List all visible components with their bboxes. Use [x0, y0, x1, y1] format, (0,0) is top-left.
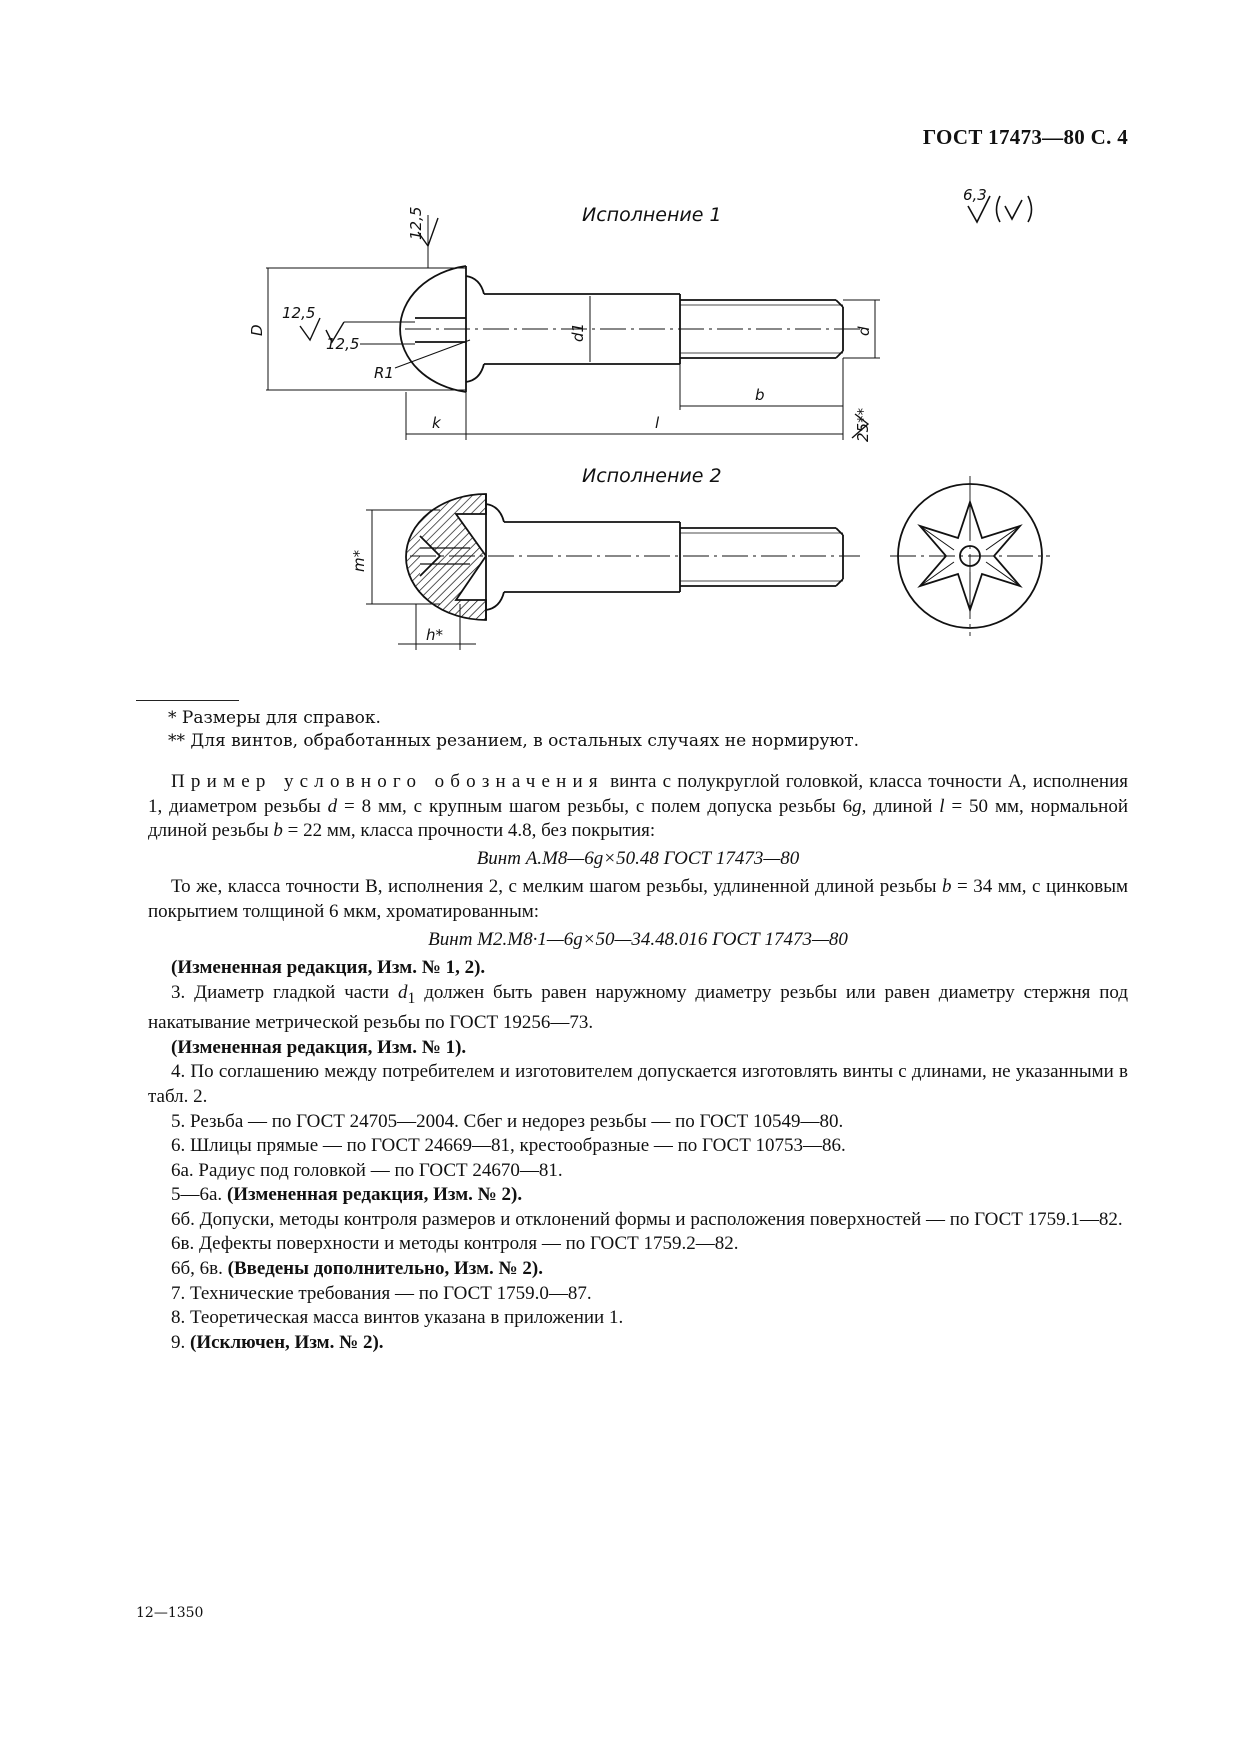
item-6b-6v-amendment: 6б, 6в. (Введены дополнительно, Изм. № 2).	[171, 1258, 543, 1280]
item-8: 8. Теоретическая масса винтов указана в приложении 1.	[171, 1307, 624, 1329]
item-7: 7. Технические требования — по ГОСТ 1759.0—87.	[171, 1282, 592, 1304]
item-6b: 6б. Допуски, методы контроля размеров и отклонений формы и расположения поверхностей — по ГОСТ 1759.1—82.	[171, 1208, 1123, 1230]
footnote-2: ** Для винтов, обработанных резанием, в остальных случаях не нормируют.	[168, 731, 860, 751]
item-amendment-1: (Измененная редакция, Изм. № 1, 2).	[171, 957, 486, 979]
caption-variant-1: Исполнение 1	[582, 204, 722, 226]
svg-text:12,5: 12,5	[282, 304, 316, 322]
page-footer-code: 12—1350	[136, 1605, 204, 1621]
svg-text:b: b	[755, 386, 765, 404]
item-5: 5. Резьба — по ГОСТ 24705—2004. Сбег и недорез резьбы — по ГОСТ 10549—80.	[171, 1110, 844, 1132]
item-amendment-2: (Измененная редакция, Изм. № 1).	[171, 1036, 467, 1058]
svg-text:l: l	[655, 414, 660, 432]
item-6a: 6а. Радиус под головкой — по ГОСТ 24670—81.	[171, 1159, 563, 1181]
technical-drawing	[0, 0, 1240, 680]
example-lead: Пример условного обозначения	[171, 771, 604, 792]
footnote-1: * Размеры для справок.	[168, 708, 381, 728]
svg-text:k: k	[432, 414, 441, 432]
item-9: 9. (Исключен, Изм. № 2).	[171, 1331, 384, 1353]
svg-text:D: D	[248, 324, 266, 336]
screw-variant-2	[406, 494, 860, 620]
designation-1: Винт А.М8—6g×50.48 ГОСТ 17473—80	[476, 847, 800, 869]
svg-text:12,5: 12,5	[407, 206, 425, 240]
svg-text:d: d	[855, 326, 873, 336]
svg-text:m*: m*	[350, 549, 368, 572]
page-header: ГОСТ 17473—80 С. 4	[922, 125, 1128, 149]
item-3: 3. Диаметр гладкой части $d_1$ должен быть равен наружному диаметру резьбы или равен диаметру стержня под накатывание метрической резьбы по ГОСТ 19256—73.	[148, 981, 1129, 1034]
designation-2: Винт М2.М8·1—6g×50—34.48.016 ГОСТ 17473—80	[428, 928, 848, 950]
svg-text:R1: R1	[374, 364, 394, 382]
screw-variant-1	[400, 266, 860, 392]
item-6: 6. Шлицы прямые — по ГОСТ 24669—81, крестообразные — по ГОСТ 10753—86.	[171, 1135, 846, 1157]
svg-text:h*: h*	[426, 626, 444, 644]
end-view-cross-recess	[890, 476, 1050, 636]
svg-text:12,5: 12,5	[326, 335, 360, 353]
svg-text:25**: 25**	[854, 407, 872, 442]
caption-variant-2: Исполнение 2	[582, 465, 722, 487]
example-variant-paragraph: То же, класса точности В, исполнения 2, с мелким шагом резьбы, удлиненной длиной резьбы b = 34 мм, с цинковым покрытием толщиной 6 мкм, хроматированным:	[148, 876, 1128, 922]
example-paragraph: Пример условного обозначения винта с полукруглой головкой, класса точности А, исполнения 1, диаметром резьбы d = 8 мм, с крупным шагом резьбы, с полем допуска резьбы 6g, длиной l = 50 мм, нормальной длиной резьбы b = 22 мм, класса прочности 4.8, без покрытия:	[148, 771, 1128, 842]
item-5-6a-amendment: 5—6а. (Измененная редакция, Изм. № 2).	[171, 1184, 523, 1206]
footnote-separator	[136, 700, 239, 701]
svg-text:6,3: 6,3	[963, 186, 987, 204]
dimension-labels-variant-1	[248, 207, 873, 442]
svg-text:d1: d1	[569, 322, 587, 342]
roughness-symbol-general	[963, 186, 1032, 222]
item-6v: 6в. Дефекты поверхности и методы контроля — по ГОСТ 1759.2—82.	[171, 1233, 739, 1255]
item-4: 4. По соглашению между потребителем и изготовителем допускается изготовлять винты с длинами, не указанными в табл. 2.	[148, 1061, 1128, 1107]
main-text	[148, 770, 1128, 1355]
